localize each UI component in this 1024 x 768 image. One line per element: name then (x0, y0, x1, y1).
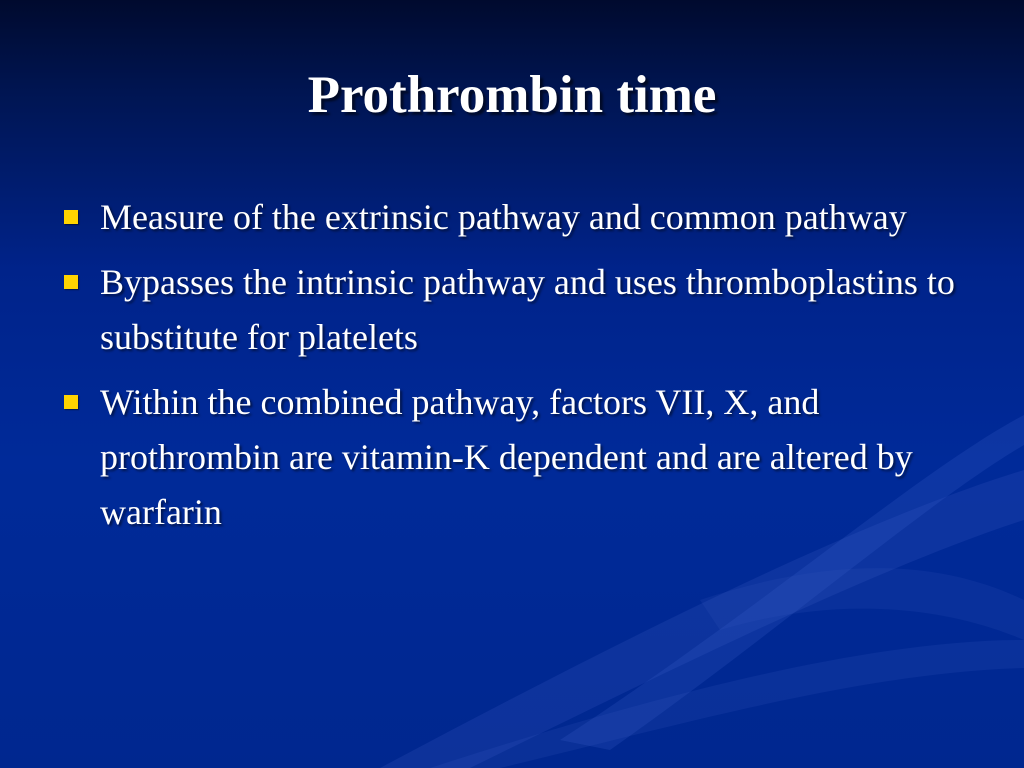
square-bullet-icon (64, 210, 78, 224)
list-item (60, 255, 960, 365)
bullet-text: Bypasses the intrinsic pathway and uses thromboplastins to substitute for platelets (100, 262, 955, 357)
bullet-list (60, 190, 960, 550)
list-item (60, 375, 960, 540)
bullet-text: Within the combined pathway, factors VII, X, and prothrombin are vitamin-K dependent and are altered by warfarin (100, 382, 913, 532)
square-bullet-icon (64, 395, 78, 409)
slide-title: Prothrombin time (307, 66, 717, 124)
square-bullet-icon (64, 275, 78, 289)
list-item (60, 190, 960, 245)
bullet-text: Measure of the extrinsic pathway and common pathway (100, 197, 907, 237)
